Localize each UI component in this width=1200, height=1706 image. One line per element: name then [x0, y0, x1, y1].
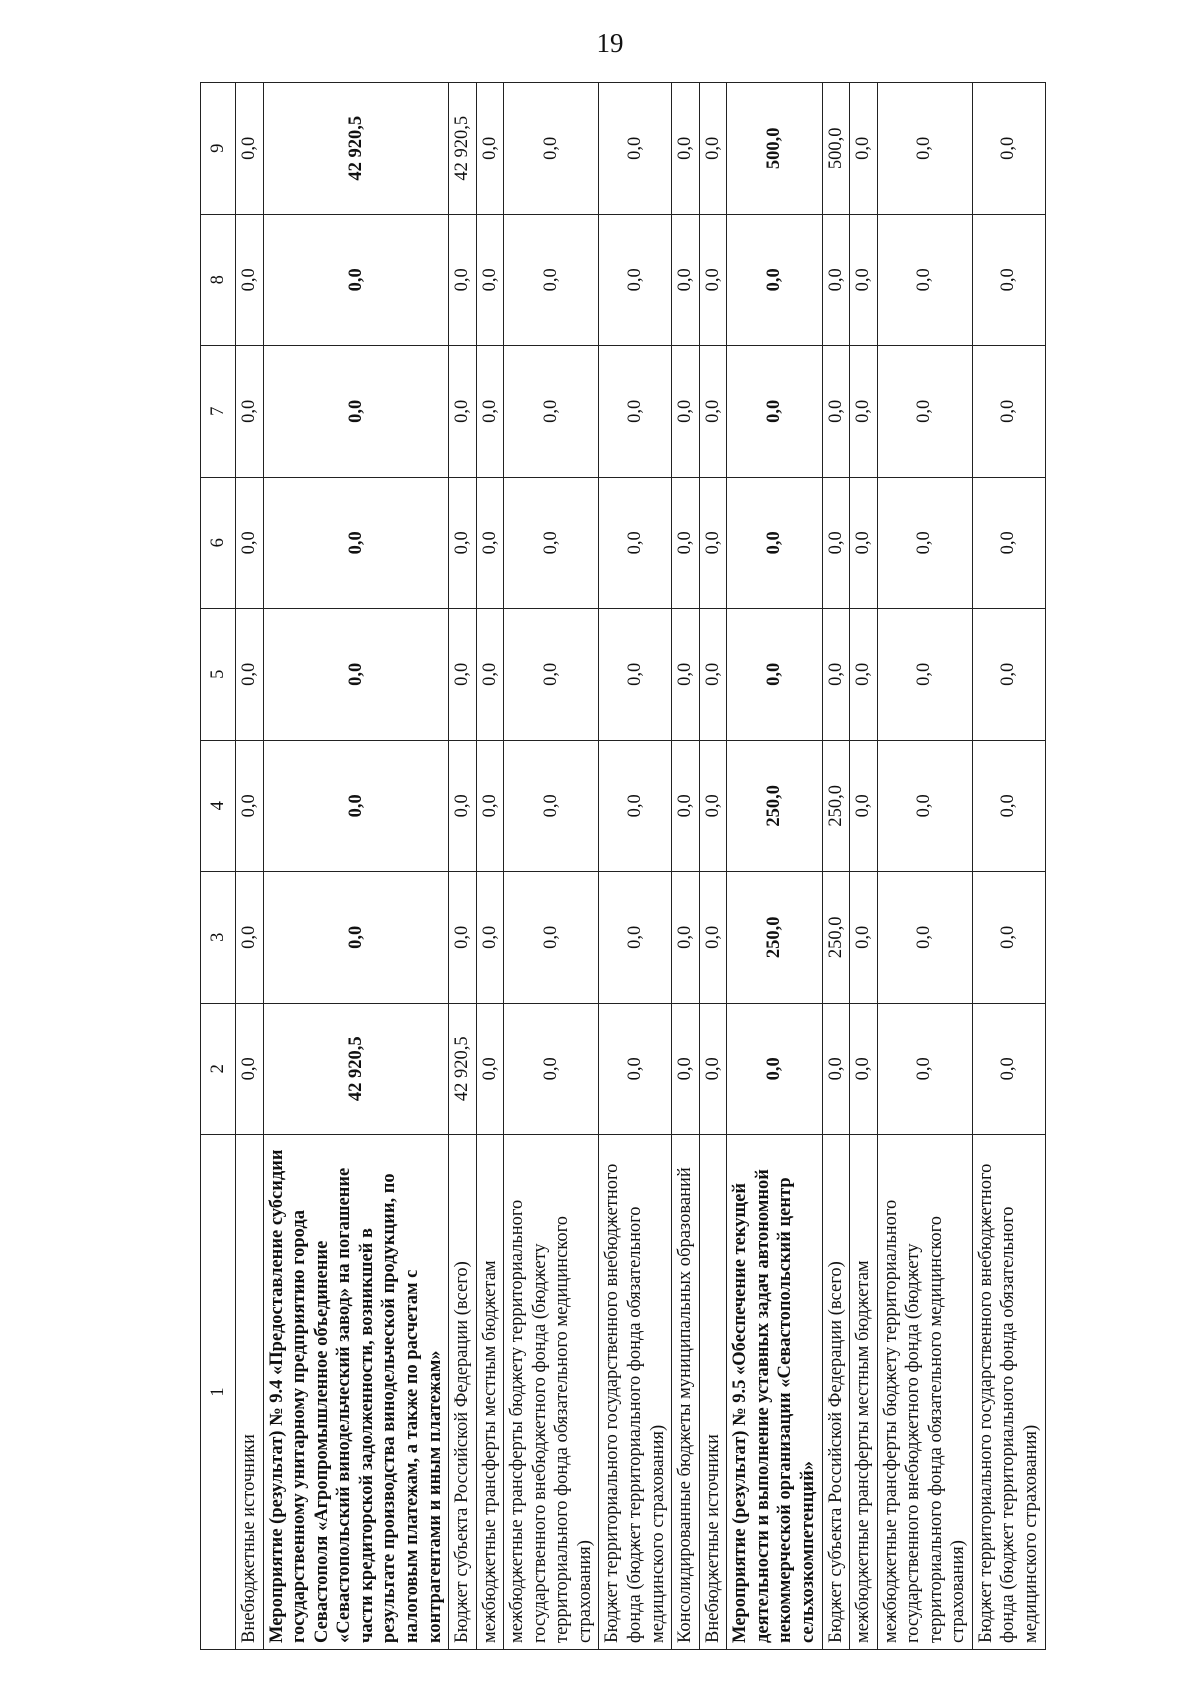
value-cell: 0,0 — [699, 740, 727, 872]
value-cell: 0,0 — [850, 346, 878, 478]
value-cell: 0,0 — [476, 609, 504, 741]
value-cell: 0,0 — [599, 740, 672, 872]
value-cell: 0,0 — [699, 1003, 727, 1135]
value-cell: 0,0 — [727, 214, 822, 346]
value-cell: 0,0 — [449, 214, 477, 346]
value-cell: 42 920,5 — [449, 1003, 477, 1135]
value-cell: 0,0 — [476, 872, 504, 1004]
value-cell: 0,0 — [727, 1003, 822, 1135]
value-cell: 0,0 — [476, 477, 504, 609]
value-cell: 0,0 — [877, 1003, 972, 1135]
value-cell: 0,0 — [504, 477, 599, 609]
table-row — [850, 83, 878, 1650]
row-label: Внебюджетные источники — [236, 1135, 264, 1650]
table-row — [449, 83, 477, 1650]
value-cell: 0,0 — [476, 346, 504, 478]
value-cell: 0,0 — [599, 214, 672, 346]
column-header-7: 7 — [201, 346, 236, 478]
value-cell: 0,0 — [236, 346, 264, 478]
value-cell: 250,0 — [822, 740, 850, 872]
table-row — [822, 83, 850, 1650]
value-cell: 0,0 — [877, 346, 972, 478]
value-cell: 0,0 — [727, 346, 822, 478]
value-cell: 0,0 — [599, 83, 672, 215]
value-cell: 500,0 — [727, 83, 822, 215]
value-cell: 0,0 — [699, 83, 727, 215]
value-cell: 0,0 — [236, 477, 264, 609]
table-row — [699, 83, 727, 1650]
value-cell: 0,0 — [822, 477, 850, 609]
value-cell: 500,0 — [822, 83, 850, 215]
value-cell: 0,0 — [504, 872, 599, 1004]
value-cell: 0,0 — [599, 872, 672, 1004]
value-cell: 0,0 — [699, 609, 727, 741]
value-cell: 0,0 — [877, 872, 972, 1004]
rotated-table-container — [200, 82, 1200, 1650]
table-row — [599, 83, 672, 1650]
value-cell: 42 920,5 — [449, 83, 477, 215]
column-header-9: 9 — [201, 83, 236, 215]
value-cell: 0,0 — [822, 1003, 850, 1135]
row-label: Мероприятие (результат) № 9.4 «Предоставление субсидии государственному унитарному предприятию города Севастополя «Агропромышленное объединение «Севастопольский винодельческий завод» на погашение части кредиторской задолженности, возникшей в результате производства винодельческой продукции, по налоговым платежам, а также по расчетам с контрагентами и иным платежам» — [263, 1135, 449, 1650]
value-cell: 0,0 — [877, 477, 972, 609]
table-row — [263, 83, 449, 1650]
value-cell: 0,0 — [599, 1003, 672, 1135]
table-header-row — [201, 83, 236, 1650]
value-cell: 0,0 — [263, 872, 449, 1004]
table-row — [236, 83, 264, 1650]
column-header-2: 2 — [201, 1003, 236, 1135]
value-cell: 0,0 — [236, 214, 264, 346]
row-label: Бюджет территориального государственного внебюджетного фонда (бюджет территориального фонда обязательного медицинского страхования) — [972, 1135, 1045, 1650]
value-cell: 0,0 — [850, 740, 878, 872]
table-row — [504, 83, 599, 1650]
value-cell: 250,0 — [727, 872, 822, 1004]
value-cell: 0,0 — [972, 609, 1045, 741]
value-cell: 0,0 — [263, 740, 449, 872]
value-cell: 250,0 — [727, 740, 822, 872]
value-cell: 0,0 — [877, 740, 972, 872]
row-label: Бюджет субъекта Российской Федерации (всего) — [822, 1135, 850, 1650]
value-cell: 42 920,5 — [263, 83, 449, 215]
value-cell: 0,0 — [850, 872, 878, 1004]
value-cell: 0,0 — [263, 214, 449, 346]
value-cell: 0,0 — [850, 609, 878, 741]
value-cell: 0,0 — [449, 609, 477, 741]
value-cell: 0,0 — [672, 1003, 700, 1135]
row-label: межбюджетные трансферты бюджету территориального государственного внебюджетного фонда (бюджету территориального фонда обязательного медицинского страхования) — [504, 1135, 599, 1650]
value-cell: 0,0 — [972, 83, 1045, 215]
value-cell: 0,0 — [877, 214, 972, 346]
value-cell: 0,0 — [727, 477, 822, 609]
value-cell: 0,0 — [263, 346, 449, 478]
row-label: Бюджет субъекта Российской Федерации (всего) — [449, 1135, 477, 1650]
value-cell: 0,0 — [877, 609, 972, 741]
value-cell: 250,0 — [822, 872, 850, 1004]
table-row — [877, 83, 972, 1650]
value-cell: 0,0 — [672, 609, 700, 741]
value-cell: 0,0 — [727, 609, 822, 741]
value-cell: 0,0 — [263, 477, 449, 609]
value-cell: 0,0 — [850, 1003, 878, 1135]
column-header-5: 5 — [201, 609, 236, 741]
row-label: Мероприятие (результат) № 9.5 «Обеспечение текущей деятельности и выполнение уставных задач автономной некоммерческой организации «Севастопольский центр сельхозкомпетенций» — [727, 1135, 822, 1650]
value-cell: 0,0 — [972, 214, 1045, 346]
value-cell: 0,0 — [449, 346, 477, 478]
value-cell: 0,0 — [236, 872, 264, 1004]
row-label: Бюджет территориального государственного внебюджетного фонда (бюджет территориального фонда обязательного медицинского страхования) — [599, 1135, 672, 1650]
value-cell: 0,0 — [504, 740, 599, 872]
column-header-6: 6 — [201, 477, 236, 609]
value-cell: 0,0 — [236, 740, 264, 872]
value-cell: 42 920,5 — [263, 1003, 449, 1135]
value-cell: 0,0 — [599, 477, 672, 609]
value-cell: 0,0 — [236, 609, 264, 741]
value-cell: 0,0 — [850, 477, 878, 609]
value-cell: 0,0 — [822, 609, 850, 741]
table-row — [727, 83, 822, 1650]
value-cell: 0,0 — [699, 214, 727, 346]
value-cell: 0,0 — [504, 346, 599, 478]
value-cell: 0,0 — [672, 740, 700, 872]
value-cell: 0,0 — [449, 477, 477, 609]
value-cell: 0,0 — [476, 740, 504, 872]
value-cell: 0,0 — [877, 83, 972, 215]
value-cell: 0,0 — [476, 83, 504, 215]
value-cell: 0,0 — [850, 83, 878, 215]
row-label: Консолидированные бюджеты муниципальных образований — [672, 1135, 700, 1650]
column-header-3: 3 — [201, 872, 236, 1004]
value-cell: 0,0 — [699, 346, 727, 478]
value-cell: 0,0 — [449, 872, 477, 1004]
value-cell: 0,0 — [672, 872, 700, 1004]
page-number: 19 — [596, 28, 624, 58]
value-cell: 0,0 — [672, 83, 700, 215]
value-cell: 0,0 — [699, 872, 727, 1004]
value-cell: 0,0 — [504, 214, 599, 346]
value-cell: 0,0 — [672, 346, 700, 478]
column-header-8: 8 — [201, 214, 236, 346]
table-body — [236, 83, 1046, 1650]
column-header-1: 1 — [201, 1135, 236, 1650]
value-cell: 0,0 — [236, 83, 264, 215]
row-label: межбюджетные трансферты местным бюджетам — [850, 1135, 878, 1650]
value-cell: 0,0 — [822, 214, 850, 346]
value-cell: 0,0 — [504, 609, 599, 741]
table-row — [972, 83, 1045, 1650]
value-cell: 0,0 — [672, 214, 700, 346]
value-cell: 0,0 — [672, 477, 700, 609]
table-row — [476, 83, 504, 1650]
value-cell: 0,0 — [972, 740, 1045, 872]
column-header-4: 4 — [201, 740, 236, 872]
value-cell: 0,0 — [449, 740, 477, 872]
table-row — [672, 83, 700, 1650]
budget-table — [200, 82, 1046, 1650]
value-cell: 0,0 — [850, 214, 878, 346]
value-cell: 0,0 — [236, 1003, 264, 1135]
row-label: межбюджетные трансферты местным бюджетам — [476, 1135, 504, 1650]
row-label: межбюджетные трансферты бюджету территориального государственного внебюджетного фонда (бюджету территориального фонда обязательного медицинского страхования) — [877, 1135, 972, 1650]
value-cell: 0,0 — [972, 346, 1045, 478]
value-cell: 0,0 — [599, 346, 672, 478]
value-cell: 0,0 — [822, 346, 850, 478]
row-label: Внебюджетные источники — [699, 1135, 727, 1650]
value-cell: 0,0 — [476, 1003, 504, 1135]
value-cell: 0,0 — [599, 609, 672, 741]
value-cell: 0,0 — [504, 83, 599, 215]
rotated-table-frame — [200, 82, 1200, 1650]
value-cell: 0,0 — [972, 1003, 1045, 1135]
value-cell: 0,0 — [699, 477, 727, 609]
value-cell: 0,0 — [504, 1003, 599, 1135]
value-cell: 0,0 — [263, 609, 449, 741]
value-cell: 0,0 — [972, 872, 1045, 1004]
value-cell: 0,0 — [972, 477, 1045, 609]
value-cell: 0,0 — [476, 214, 504, 346]
